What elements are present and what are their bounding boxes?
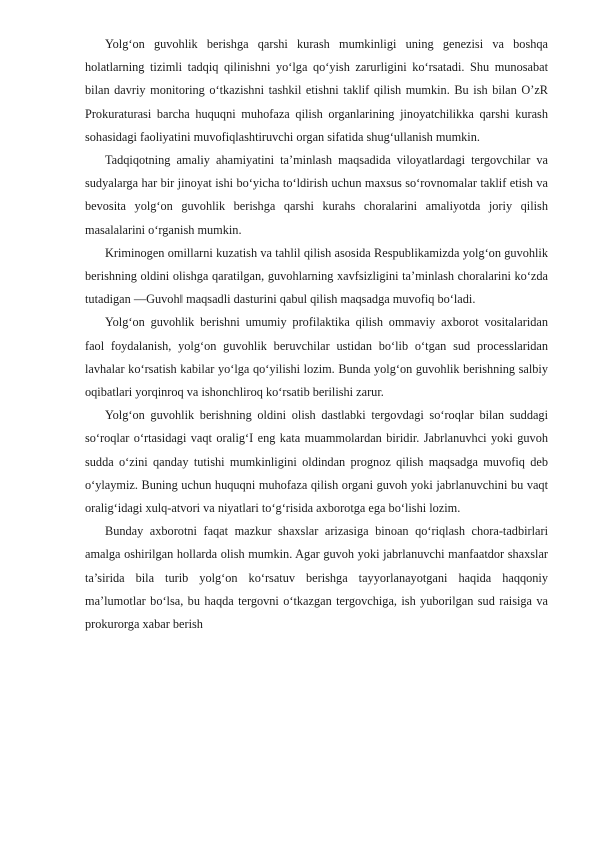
paragraph-2: Tadqiqotning amaliy ahamiyatini ta’minlash maqsadida viloyatlardagi tergovchilar va sudyalarga har bir jinoyat ishi bo‘yicha to‘ldirish uchun maxsus so‘rovnomalar taklif etish va bevosita yolg‘on guvohlik berishga qarshi kurahs choralarini amaliyotda joriy qilish masalalarini o‘rganish mumkin.: [85, 153, 548, 237]
paragraph-1: Yolg‘on guvohlik berishga qarshi kurash mumkinligi uning genezisi va boshqa holatlarning tizimli tadqiq qilinishni yo‘lga qo‘yish zarurligini ko‘rsatadi. Shu munosabat bilan davriy monitoring o‘tkazishni tashkil etishni taklif qilish mumkin. Bu ish bilan O’zR Prokuraturasi barcha huquqni muhofaza qilish organlarining jinoyatchilikka qarshi kurash sohasidagi faoliyatini muvofiqlashtiruvchi organ sifatida shug‘ullanish mumkin.: [85, 37, 548, 144]
paragraph-6: Bunday axborotni faqat mazkur shaxslar arizasiga binoan qo‘riqlash chora-tadbirlari amalga oshirilgan hollarda olish mumkin. Agar guvoh yoki jabrlanuvchi manfaatdor shaxslar ta’sirida bila turib yolg‘on ko‘rsatuv berishga tayyorlanayotgani haqida haqqoniy ma’lumotlar bo‘lsa, bu haqda tergovni o‘tkazgan tergovchiga, ish yuborilgan sud raisiga va prokurorga xabar berish: [85, 524, 548, 632]
paragraph-3: Kriminogen omillarni kuzatish va tahlil qilish asosida Respublikamizda yolg‘on guvohlik berishning oldini olishga qaratilgan, guvohlarning xavfsizligini ta’minlash choralarini ko‘zda tutadigan ―Guvoh‖ maqsadli dasturini qabul qilish maqsadga muvofiq bo‘ladi.: [85, 245, 548, 307]
paragraph-5: Yolg‘on guvohlik berishning oldini olish dastlabki tergovdagi so‘roqlar bilan suddagi so‘roqlar o‘rtasidagi vaqt oralig‘I eng kata muammolardan biridir. Jabrlanuvhci yoki guvoh sudda o‘zini qanday tutishi mumkinligini oldindan prognoz qilish maqsadga muvofiq deb o‘ylaymiz. Buning uchun huquqni muhofaza qilish organi guvoh yoki jabrlanuvchini bu vaqt oralig‘idagi xulq-atvori va niyatlari to‘g‘risida axborotga ega bo‘lishi lozim.: [85, 408, 548, 516]
document-page: [85, 33, 548, 636]
paragraph-4: Yolg‘on guvohlik berishni umumiy profilaktika qilish ommaviy axborot vositalaridan faol foydalanish, yolg‘on guvohlik beruvchilar ustidan bo‘lib o‘tgan sud processlaridan lavhalar ko‘rsatish kabilar yo‘lga qo‘yilishi lozim. Bunda yolg‘on guvohlik berishning salbiy oqibatlari yorqinroq va ishonchliroq ko‘rsatib berilishi zarur.: [85, 315, 548, 400]
